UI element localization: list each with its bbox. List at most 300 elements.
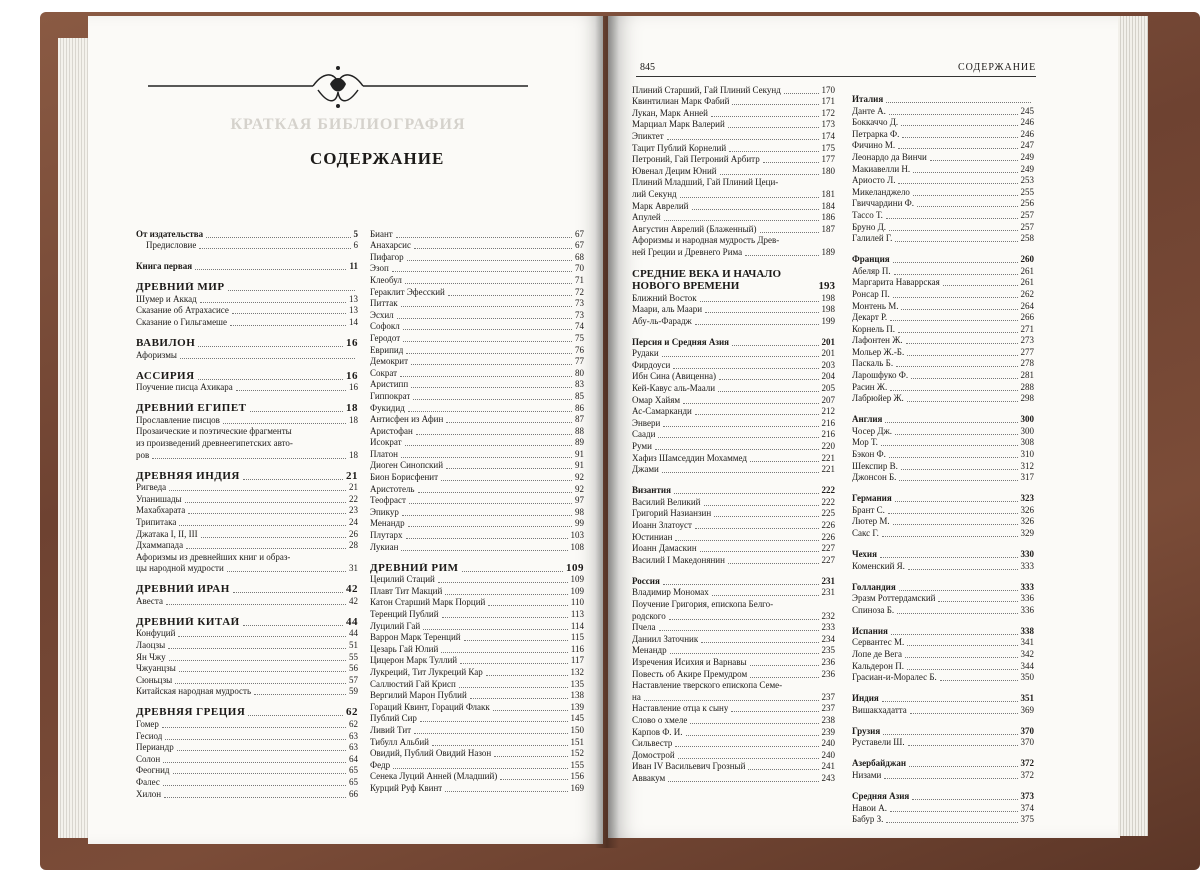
toc-entry-title: Василий Великий — [632, 496, 701, 507]
dot-leader — [446, 422, 572, 423]
dot-leader — [488, 605, 567, 606]
toc-entry-title: Овидий, Публий Овидий Назон — [370, 748, 492, 759]
toc-entry-title: из произведений древнеегипетских авто- — [136, 437, 293, 448]
dot-leader — [899, 480, 1017, 481]
dot-leader — [462, 571, 563, 572]
toc-entry — [136, 639, 358, 651]
dot-leader — [178, 636, 346, 637]
toc-entry — [370, 356, 584, 368]
dot-leader — [712, 595, 819, 596]
toc-entry — [632, 440, 835, 452]
toc-page-number: 246 — [1020, 128, 1034, 139]
toc-entry-title: Лукан, Марк Анней — [632, 107, 708, 118]
toc-page-number: 83 — [575, 379, 584, 390]
dot-leader — [695, 528, 819, 529]
toc-page-number: 227 — [821, 543, 835, 554]
toc-entry — [852, 814, 1034, 826]
toc-entry-title: Питтак — [370, 298, 398, 309]
dot-leader — [732, 104, 818, 105]
toc-entry — [370, 483, 584, 495]
toc-page-number: 338 — [1020, 625, 1034, 636]
page-title: СОДЕРЖАНИЕ — [310, 149, 445, 168]
toc-entry — [852, 346, 1034, 358]
dot-leader — [690, 723, 818, 724]
toc-page-number: 241 — [821, 761, 835, 772]
toc-entry-title: Чосер Дж. — [852, 425, 893, 436]
toc-entry-title: Шекспир В. — [852, 460, 898, 471]
toc-entry — [370, 771, 584, 783]
dot-leader — [169, 490, 346, 491]
toc-entry-title: Солон — [136, 753, 161, 764]
toc-entry — [370, 632, 584, 644]
dot-leader — [692, 209, 819, 210]
dot-leader — [680, 197, 819, 198]
toc-page-number: 310 — [1020, 449, 1034, 460]
toc-page-number: 308 — [1020, 437, 1034, 448]
toc-entry-title: Византия — [632, 485, 671, 496]
toc-entry — [632, 406, 835, 418]
toc-entry-title: Анахарсис — [370, 240, 411, 251]
toc-entry — [632, 359, 835, 371]
book-gutter — [595, 16, 619, 848]
dot-leader — [165, 739, 346, 740]
toc-page-number: 300 — [1020, 425, 1034, 436]
toc-entry — [632, 394, 835, 406]
toc-entry-title: Сюньцзы — [136, 674, 173, 685]
toc-entry-title: Афоризмы и народная мудрость Древ- — [632, 235, 780, 246]
dot-leader — [896, 366, 1017, 367]
toc-entry-title: ней Греции и Древнего Рима — [632, 246, 743, 257]
toc-entry-title: АССИРИЯ — [136, 370, 195, 382]
dot-leader — [230, 325, 346, 326]
toc-entry — [136, 663, 358, 675]
toc-page-number: 257 — [1020, 209, 1034, 220]
dot-leader — [486, 675, 568, 676]
toc-page-number: 65 — [349, 765, 358, 776]
dot-leader — [393, 768, 567, 769]
toc-entry — [632, 749, 835, 761]
dot-leader — [718, 391, 818, 392]
toc-page-number: 199 — [821, 315, 835, 326]
toc-page-number: 256 — [1020, 198, 1034, 209]
toc-entry-title: Индия — [852, 693, 879, 704]
toc-entry — [370, 332, 584, 344]
toc-entry — [370, 448, 584, 460]
toc-entry-title: Италия — [852, 94, 884, 104]
dot-leader — [905, 657, 1018, 658]
toc-section-heading — [136, 607, 358, 628]
toc-entry-title: Макиавелли Н. — [852, 163, 911, 174]
toc-page-number: 203 — [821, 359, 835, 370]
toc-page-number: 212 — [821, 406, 835, 417]
dot-leader — [441, 652, 568, 653]
toc-page-number: 89 — [575, 437, 584, 448]
toc-entry — [136, 505, 358, 517]
toc-page-number: 113 — [570, 609, 584, 619]
toc-page-number: 5 — [353, 228, 358, 239]
toc-entry-title: Абеляр П. — [852, 265, 891, 276]
toc-entry-title: Федр — [370, 759, 391, 770]
toc-entry — [852, 221, 1034, 233]
toc-entry — [370, 390, 584, 402]
toc-entry-title: Теренций Публий — [370, 609, 439, 619]
toc-page-number: 238 — [821, 714, 835, 725]
toc-entry-title: ДРЕВНИЙ ИРАН — [136, 584, 230, 596]
toc-entry-title: Софокл — [370, 321, 400, 332]
toc-page-number: 370 — [1020, 725, 1034, 736]
dot-leader — [445, 791, 567, 792]
toc-entry-title: Юстиниан — [632, 531, 673, 542]
toc-entry-title: Саади — [632, 429, 656, 440]
dot-leader — [911, 378, 1017, 379]
toc-page-number: 16 — [349, 382, 358, 393]
dot-leader — [500, 779, 567, 780]
toc-entry-title: лий Секунд — [632, 188, 677, 199]
dot-leader — [893, 524, 1018, 525]
toc-page-number: 11 — [349, 261, 358, 272]
dot-leader — [173, 773, 346, 774]
dot-leader — [185, 502, 346, 503]
toc-entry-title: Изречения Исихия и Варнавы — [632, 656, 747, 667]
toc-page-number: 85 — [575, 390, 584, 401]
toc-entry-title: Наставление тверского епископа Семе- — [632, 680, 783, 691]
dot-leader — [882, 536, 1018, 537]
toc-entry — [632, 177, 835, 189]
toc-page-number: 181 — [821, 188, 835, 199]
toc-page-number: 298 — [1020, 393, 1034, 404]
toc-page-number: 65 — [349, 777, 358, 787]
dot-leader — [748, 769, 818, 770]
toc-page-number: 235 — [821, 645, 835, 656]
toc-section-heading — [370, 553, 584, 574]
toc-page-number: 117 — [570, 655, 584, 666]
toc-section-heading — [136, 393, 358, 414]
dot-leader — [893, 262, 1018, 263]
toc-page-number: 44 — [349, 628, 358, 639]
toc-entry — [852, 105, 1034, 117]
toc-entry-title: Дхаммапада — [136, 540, 184, 551]
toc-entry — [370, 574, 584, 586]
toc-page-number: 75 — [575, 332, 584, 343]
toc-page-number: 226 — [821, 520, 835, 530]
toc-page-number: 72 — [575, 286, 584, 297]
dot-leader — [446, 468, 572, 469]
toc-entry — [852, 593, 1034, 605]
toc-page-number: 231 — [821, 575, 835, 586]
dot-leader — [254, 694, 346, 695]
toc-entry-title: Иоанн Златоуст — [632, 520, 692, 530]
dot-leader — [938, 601, 1017, 602]
toc-entry — [136, 382, 358, 394]
toc-entry-title: Поучение писца Ахикара — [136, 382, 233, 393]
dot-leader — [675, 746, 818, 747]
toc-page-number: 262 — [1020, 288, 1034, 299]
toc-entry — [136, 240, 358, 252]
toc-entry-title: Сказание о Гильгамеше — [136, 316, 227, 327]
toc-page-number: 326 — [1020, 516, 1034, 527]
toc-page-number: 336 — [1020, 593, 1034, 604]
toc-section-heading — [632, 566, 835, 587]
toc-page-number: 226 — [821, 531, 835, 542]
toc-entry — [370, 736, 584, 748]
toc-entry-title: Наставление отца к сыну — [632, 703, 729, 714]
toc-page-number: 247 — [1020, 140, 1034, 151]
dot-leader — [448, 295, 572, 296]
toc-entry-title: ДРЕВНЯЯ ГРЕЦИЯ — [136, 707, 246, 719]
toc-entry — [136, 228, 358, 240]
toc-page-number: 237 — [821, 703, 835, 714]
toc-entry-title: Предисловие — [146, 240, 197, 251]
toc-entry — [632, 738, 835, 750]
toc-entry — [852, 312, 1034, 324]
toc-page-number: 187 — [821, 223, 835, 234]
toc-page-number: 253 — [1020, 175, 1034, 186]
dot-leader — [406, 538, 568, 539]
toc-entry — [852, 209, 1034, 221]
toc-page-number: 231 — [821, 587, 835, 598]
dot-leader — [700, 301, 819, 302]
dot-leader — [188, 513, 346, 514]
toc-entry — [632, 772, 835, 784]
toc-entry — [852, 277, 1034, 289]
toc-section-heading — [136, 251, 358, 272]
dot-leader — [913, 195, 1018, 196]
show-through-text — [178, 118, 478, 228]
toc-page-number: 220 — [821, 441, 835, 452]
toc-page-number: 109 — [566, 561, 584, 574]
dot-leader — [199, 248, 350, 249]
toc-entry — [370, 678, 584, 690]
toc-entry-title: Ронсар П. — [852, 288, 890, 299]
toc-entry — [632, 703, 835, 715]
toc-entry-title: Иоанн Дамаскин — [632, 543, 697, 554]
toc-page-number: 193 — [818, 279, 835, 292]
toc-entry-title: Луцилий Гай — [370, 620, 421, 631]
dot-leader — [898, 148, 1017, 149]
toc-entry-title: Брант С. — [852, 504, 885, 515]
dot-leader — [445, 594, 567, 595]
toc-entry-title: Навои А. — [852, 802, 887, 813]
toc-entry-title: Рудаки — [632, 348, 659, 359]
toc-page-number: 51 — [349, 640, 358, 651]
toc-entry — [632, 84, 835, 96]
dot-leader — [402, 515, 572, 516]
toc-page-number: 351 — [1020, 693, 1034, 704]
toc-page-number: 261 — [1020, 277, 1034, 288]
toc-entry-title: Катон Старший Марк Порций — [370, 597, 486, 608]
toc-entry-title: Прославление писцов — [136, 414, 220, 425]
dot-leader — [243, 479, 343, 480]
dot-leader — [406, 353, 572, 354]
toc-entry — [632, 598, 835, 610]
toc-page-number: 173 — [821, 119, 835, 130]
toc-entry-title: Сакс Г. — [852, 528, 879, 538]
toc-entry — [632, 107, 835, 119]
toc-entry — [632, 656, 835, 668]
toc-page-number: 64 — [349, 753, 358, 764]
toc-entry-title: Ян Чжу — [136, 651, 166, 662]
toc-entry — [136, 316, 358, 328]
dot-leader — [659, 630, 819, 631]
toc-entry — [370, 724, 584, 736]
toc-entry — [370, 437, 584, 449]
toc-page-number: 103 — [570, 530, 584, 541]
toc-entry-title: Бэкон Ф. — [852, 449, 886, 460]
dot-leader — [704, 505, 819, 506]
toc-page-number: 139 — [570, 701, 584, 712]
toc-entry — [370, 471, 584, 483]
toc-page-number: 225 — [821, 508, 835, 519]
toc-page-number: 240 — [821, 738, 835, 749]
toc-page-number: 278 — [1020, 358, 1034, 369]
toc-page-number: 24 — [349, 516, 358, 527]
toc-page-number: 288 — [1020, 381, 1034, 392]
dot-leader — [909, 766, 1017, 767]
dot-leader — [910, 713, 1018, 714]
toc-entry-title: Сильвестр — [632, 738, 673, 749]
toc-entry-title: Маари, аль Маари — [632, 304, 703, 315]
toc-entry-title: От издательства — [136, 228, 204, 239]
dot-leader — [889, 114, 1018, 115]
toc-page-number: 273 — [1020, 335, 1034, 346]
dot-leader — [901, 309, 1017, 310]
toc-entry-title: Англия — [852, 414, 883, 425]
toc-entry — [632, 96, 835, 108]
toc-page-number: 249 — [1020, 163, 1034, 174]
toc-entry — [370, 643, 584, 655]
dot-leader — [888, 513, 1018, 514]
toc-entry — [370, 379, 584, 391]
toc-entry-title: Петрарка Ф. — [852, 128, 900, 139]
toc-page-number: 77 — [575, 356, 584, 367]
toc-entry-title: Демокрит — [370, 356, 409, 367]
toc-entry-title: ВАВИЛОН — [136, 337, 196, 349]
toc-page-number: 56 — [349, 663, 358, 674]
dot-leader — [667, 139, 819, 140]
toc-column-left-1 — [136, 228, 358, 800]
toc-entry — [632, 246, 835, 258]
toc-entry-title: Гесиод — [136, 730, 163, 741]
dot-leader — [907, 645, 1017, 646]
toc-entry — [136, 674, 358, 686]
toc-page-number: 369 — [1020, 704, 1034, 715]
toc-page-number: 336 — [1020, 604, 1034, 615]
toc-entry — [632, 212, 835, 224]
toc-entry — [632, 645, 835, 657]
toc-section-heading — [852, 539, 1034, 560]
toc-entry-title: Гиппократ — [370, 390, 411, 401]
toc-entry — [370, 541, 584, 553]
dot-leader — [405, 445, 572, 446]
toc-entry-title: Квинтилиан Марк Фабий — [632, 96, 730, 107]
toc-page-number: 326 — [1020, 504, 1034, 515]
dot-leader — [168, 648, 346, 649]
toc-entry-title: Спиноза Б. — [852, 604, 895, 615]
dot-leader — [163, 762, 346, 763]
dot-leader — [719, 379, 818, 380]
toc-entry — [852, 198, 1034, 210]
toc-entry — [852, 393, 1034, 405]
toc-entry-title: Чехия — [852, 549, 877, 559]
toc-entry-title: Аристотель — [370, 483, 415, 494]
toc-page-number: 342 — [1020, 648, 1034, 659]
dot-leader — [895, 501, 1018, 502]
toc-entry-title: Ибн Сина (Авиценна) — [632, 371, 717, 382]
dot-leader — [695, 324, 819, 325]
dot-leader — [711, 116, 819, 117]
toc-entry — [370, 367, 584, 379]
dot-leader — [895, 241, 1017, 242]
dot-leader — [673, 368, 818, 369]
toc-page-number: 300 — [1020, 414, 1034, 425]
toc-entry — [632, 761, 835, 773]
toc-page-number: 245 — [1020, 105, 1034, 116]
toc-entry-title: Пчела — [632, 622, 656, 633]
toc-entry-title: Цицерон Марк Туллий — [370, 655, 458, 666]
toc-page-number: 67 — [575, 228, 584, 239]
dot-leader — [889, 457, 1018, 458]
toc-entry-title: Саллюстий Гай Крисп — [370, 678, 456, 689]
toc-page-number: 232 — [821, 610, 835, 621]
toc-page-number: 18 — [349, 414, 358, 425]
toc-entry — [632, 726, 835, 738]
toc-entry-title: Леонардо да Винчи — [852, 151, 927, 162]
toc-entry-title: Бион Борисфенит — [370, 472, 439, 483]
toc-entry-title: родского — [632, 610, 666, 621]
toc-page-number: 109 — [570, 574, 584, 585]
toc-entry — [370, 713, 584, 725]
toc-entry-title: Руставели Ш. — [852, 737, 905, 748]
toc-entry-title: Грузия — [852, 725, 881, 736]
dot-leader — [403, 329, 572, 330]
toc-entry-title: Даниил Заточник — [632, 633, 699, 644]
toc-entry — [136, 349, 358, 361]
dot-leader — [411, 387, 572, 388]
toc-entry-title: Германия — [852, 493, 892, 504]
dot-leader — [401, 550, 567, 551]
dot-leader — [432, 745, 568, 746]
toc-page-number: 66 — [349, 788, 358, 799]
toc-entry-title: Карпов Ф. И. — [632, 726, 683, 737]
toc-page-number: 150 — [570, 724, 584, 735]
dot-leader — [248, 715, 343, 716]
toc-page-number: 115 — [570, 632, 584, 643]
dot-leader — [732, 345, 818, 346]
toc-entry-title: Шумер и Аккад — [136, 293, 197, 304]
toc-page-number: 198 — [821, 292, 835, 303]
dot-leader — [731, 711, 818, 712]
toc-page-number: 233 — [821, 622, 835, 633]
toc-entry-title: Сервантес М. — [852, 637, 905, 648]
dot-leader — [901, 469, 1018, 470]
dot-leader — [669, 619, 819, 620]
dot-leader — [423, 629, 568, 630]
toc-entry-title: Джатака I, II, III — [136, 528, 198, 539]
dot-leader — [397, 318, 572, 319]
toc-entry — [136, 753, 358, 765]
dot-leader — [198, 379, 343, 380]
toc-page-number: 175 — [821, 142, 835, 153]
dot-leader — [411, 364, 572, 365]
toc-section-heading — [852, 716, 1034, 737]
toc-page-number: 145 — [570, 713, 584, 724]
dot-leader — [418, 492, 572, 493]
dot-leader — [227, 571, 346, 572]
toc-entry — [852, 300, 1034, 312]
toc-section-heading — [136, 361, 358, 382]
toc-entry — [632, 417, 835, 429]
toc-page-number: 114 — [570, 620, 584, 631]
